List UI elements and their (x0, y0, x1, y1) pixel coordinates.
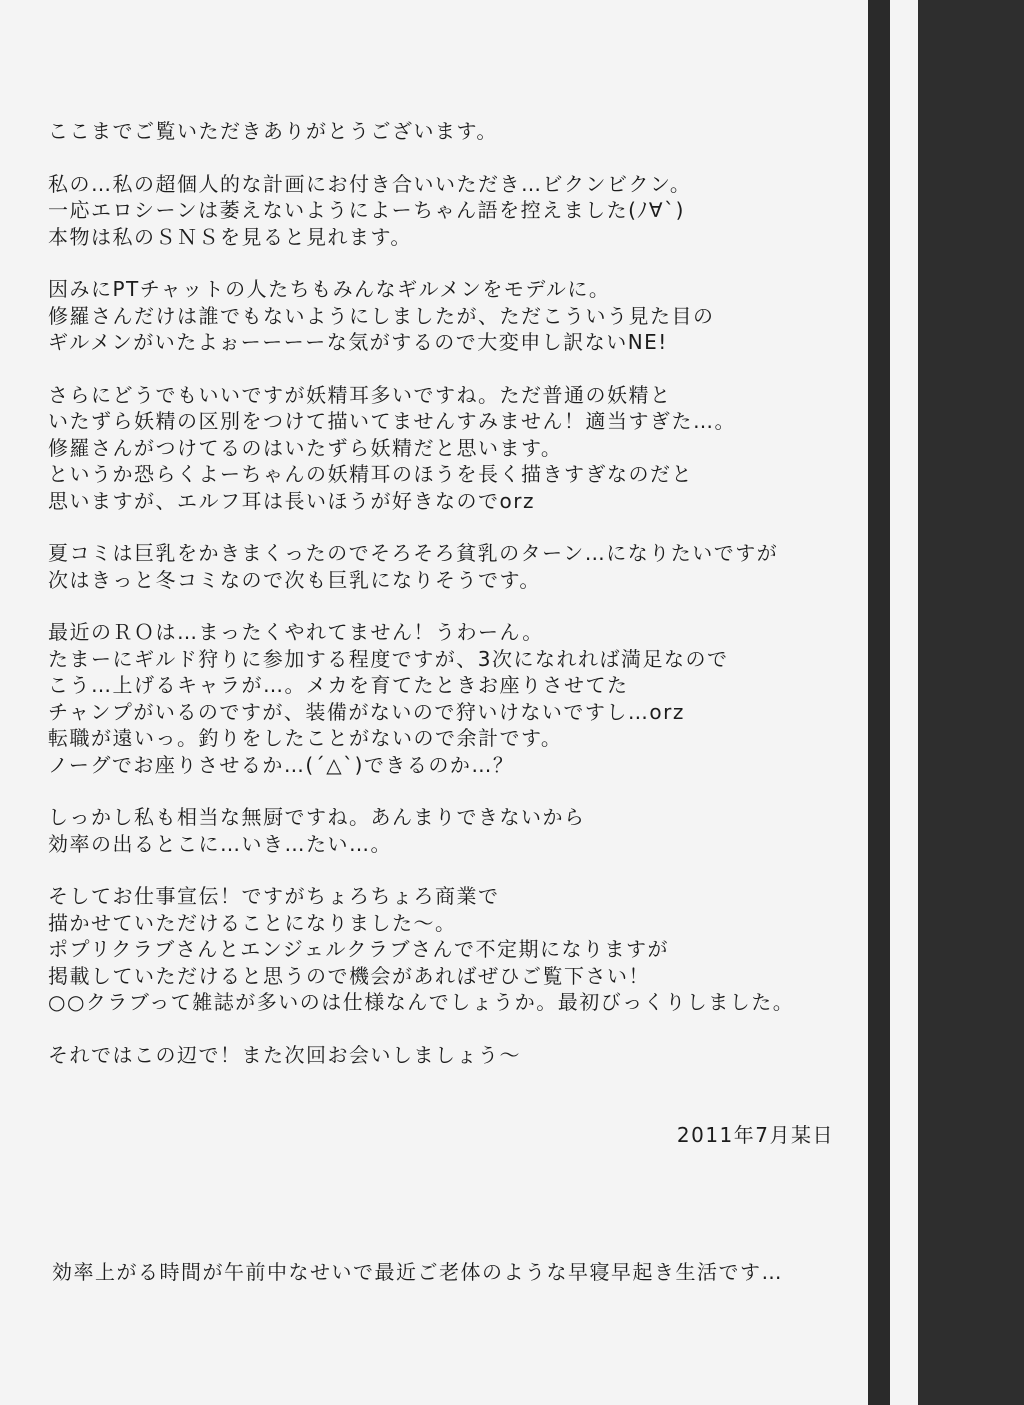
text-line: 本物は私のＳＮＳを見ると見れます。 (48, 224, 412, 249)
paragraph-7 (48, 804, 848, 857)
text-line: 最近のＲＯは…まったくやれてません！うわーん。 (48, 620, 544, 644)
text-line: いたずら妖精の区別をつけて描いてませんすみません！適当すぎた…。 (48, 409, 736, 433)
text-line: 一応エロシーンは萎えないようによーちゃん語を控えました(ﾉ∀`) (48, 198, 685, 222)
text-line: 修羅さんだけは誰でもないようにしましたが、ただこういう見た目の (48, 303, 715, 328)
text-line: しっかし私も相当な無厨ですね。あんまりできないから (48, 805, 586, 829)
text-line: こう…上げるキャラが…。メカを育てたときお座りさせてた (48, 673, 629, 697)
paragraph-5 (48, 540, 848, 593)
afterword-text (48, 118, 848, 1094)
dark-border-band (918, 0, 1024, 1405)
text-line: ノーグでお座りさせるか…(´△`)できるのか…？ (48, 752, 515, 777)
paragraph-9 (48, 1042, 848, 1069)
text-line: というか恐らくよーちゃんの妖精耳のほうを長く描きすぎなのだと (48, 462, 693, 486)
text-line: 因みにPTチャットの人たちもみんなギルメンをモデルに。 (48, 277, 611, 301)
footer-note: 効率上がる時間が午前中なせいで最近ご老体のような早寝早起き生活です… (52, 1260, 783, 1284)
text-line: 転職が遠いっ。釣りをしたことがないので余計です。 (48, 726, 563, 750)
text-line: ○○クラブって雑誌が多いのは仕様なんでしょうか。最初びっくりしました。 (48, 990, 795, 1014)
date-signature: 2011年7月某日 (676, 1123, 834, 1147)
text-line: 描かせていただけることになりました～。 (48, 910, 457, 935)
text-line: 私の…私の超個人的な計画にお付き合いいただき…ビクンビクン。 (48, 171, 692, 196)
text-line: それではこの辺で！また次回お会いしましょう～ (48, 1042, 521, 1067)
text-line: たまーにギルド狩りに参加する程度ですが、3次になれれば満足なので (48, 646, 729, 671)
border-gap (890, 0, 918, 1405)
text-line: 掲載していただけると思うので機会があればぜひご覧下さい！ (48, 963, 650, 988)
text-line: さらにどうでもいいですが妖精耳多いですね。ただ普通の妖精と (48, 382, 672, 407)
text-line: ギルメンがいたよぉーーーーな気がするので大変申し訳ないNE! (48, 330, 668, 354)
paragraph-2 (48, 171, 848, 251)
text-line: ポプリクラブさんとエンジェルクラブさんで不定期になりますが (48, 937, 669, 961)
text-line: そしてお仕事宣伝！ですがちょろちょろ商業で (48, 884, 500, 908)
text-line: 次はきっと冬コミなので次も巨乳になりそうです。 (48, 567, 541, 592)
text-line: 効率の出るとこに…いき…たい…。 (48, 831, 392, 856)
text-line: 夏コミは巨乳をかきまくったのでそろそろ貧乳のターン…になりたいですが (48, 541, 779, 565)
text-line: 修羅さんがつけてるのはいたずら妖精だと思います。 (48, 435, 563, 460)
paragraph-4 (48, 382, 848, 515)
text-line: 思いますが、エルフ耳は長いほうが好きなのでorz (48, 488, 535, 513)
paragraph-8 (48, 883, 848, 1016)
paragraph-1 (48, 118, 848, 145)
paragraph-3 (48, 276, 848, 356)
text-line: チャンプがいるのですが、装備がないので狩いけないですし…orz (48, 699, 685, 724)
text-line: ここまでご覧いただきありがとうございます。 (48, 119, 498, 143)
dark-border-stripe (868, 0, 890, 1405)
paragraph-6 (48, 619, 848, 778)
